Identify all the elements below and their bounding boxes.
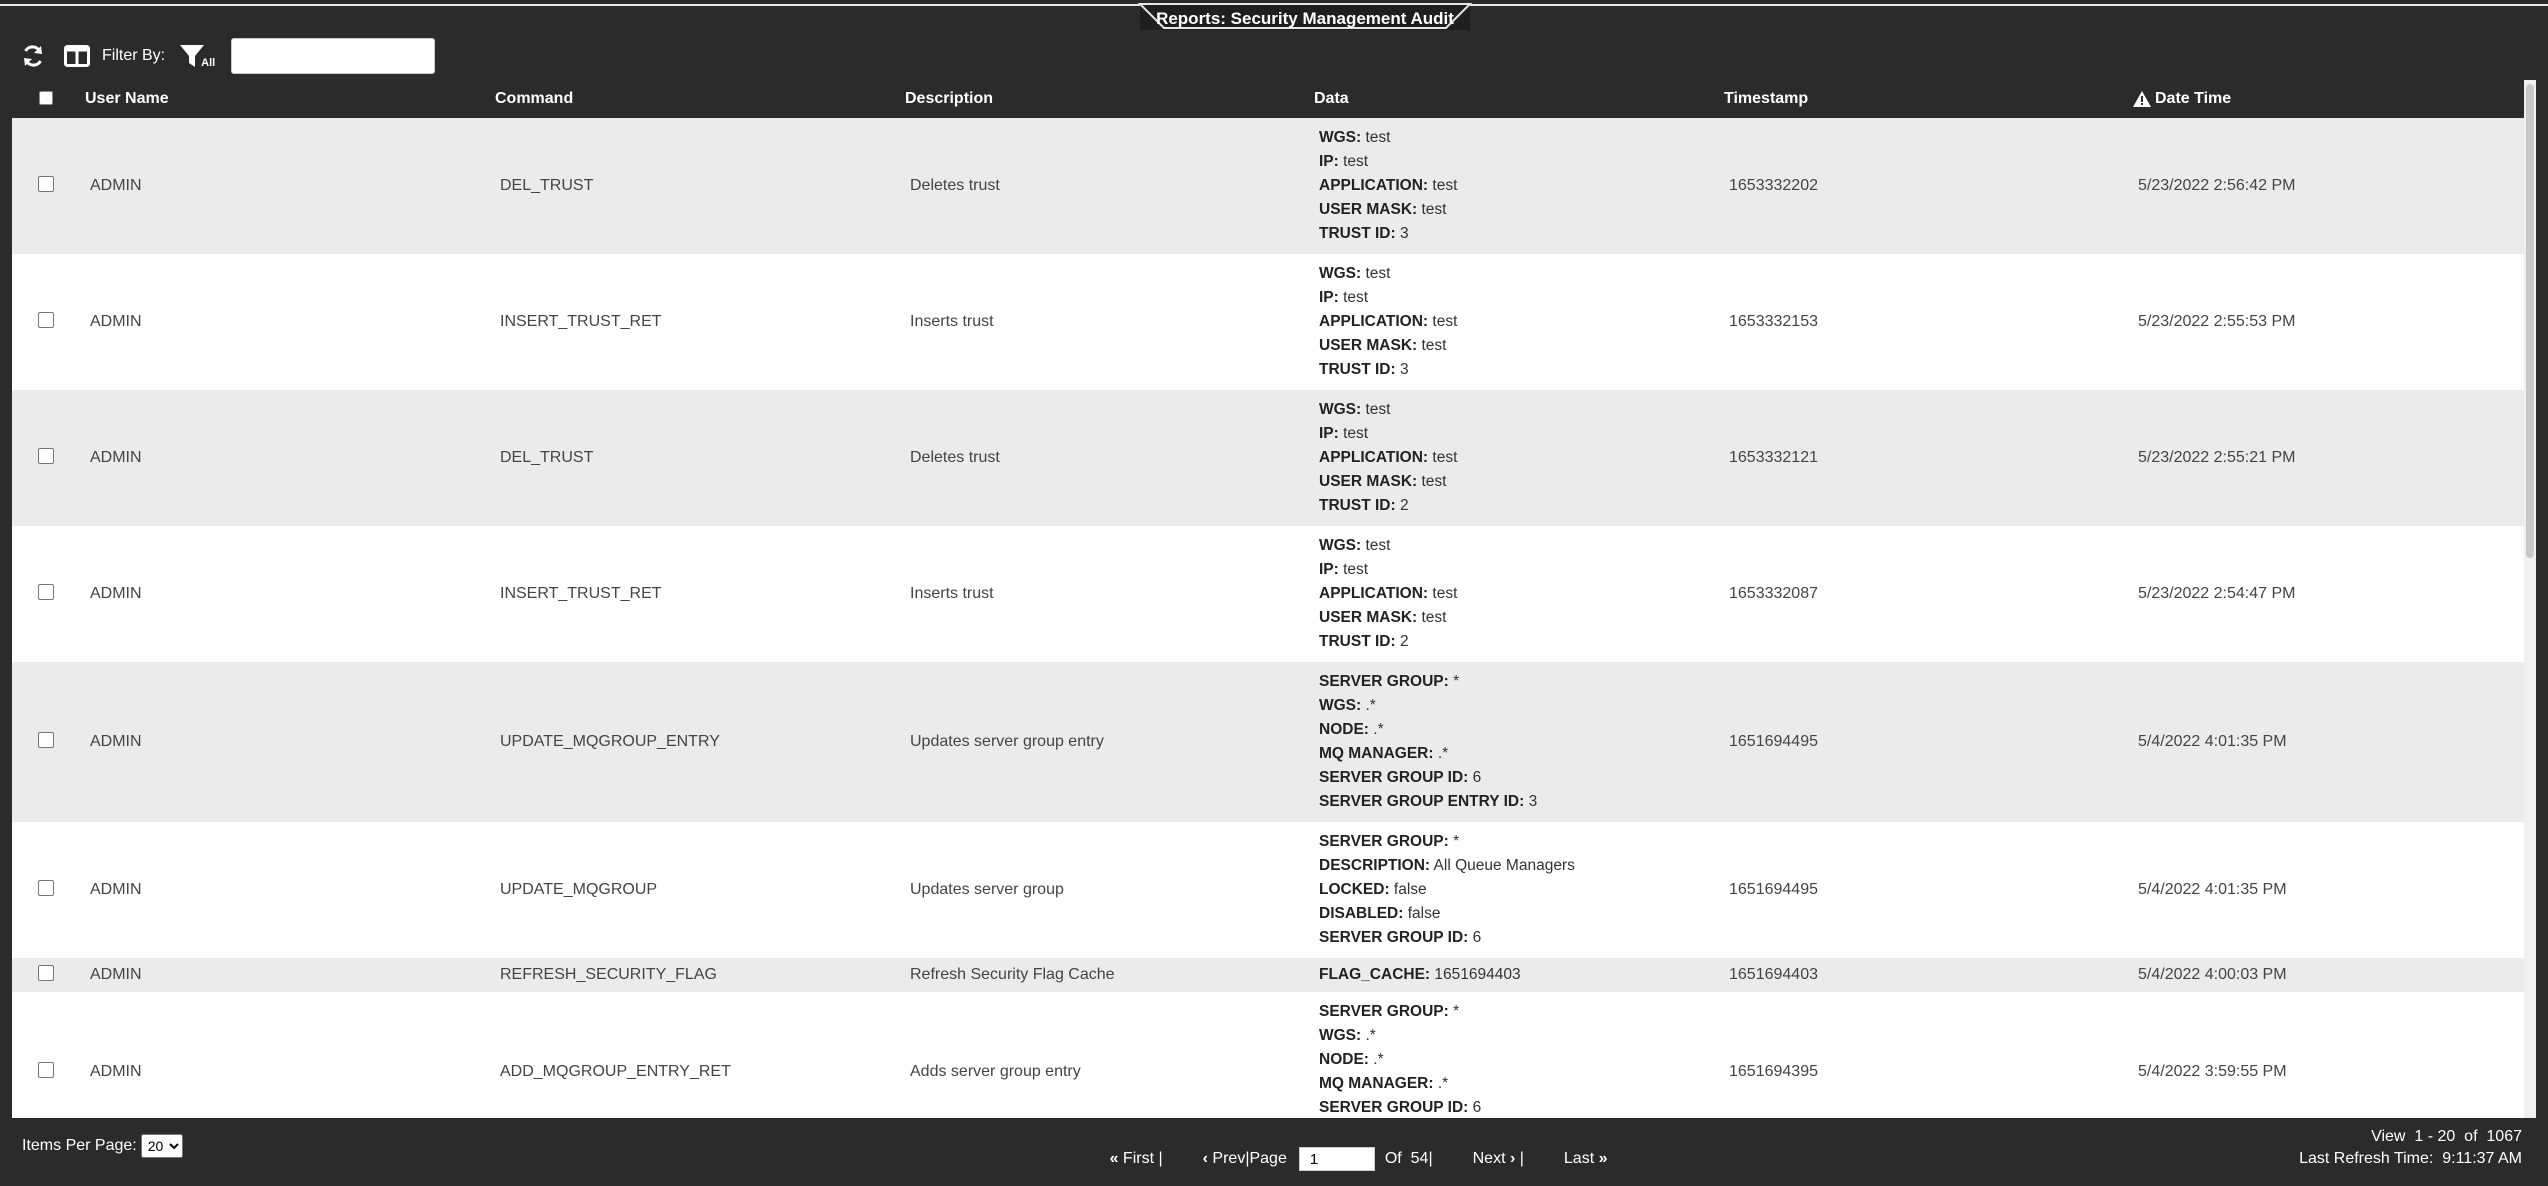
cell-user-name: ADMIN <box>90 585 142 602</box>
cell-command: INSERT_TRUST_RET <box>500 585 662 602</box>
pager <box>1074 1132 1608 1186</box>
cell-date-time: 5/23/2022 2:55:21 PM <box>2138 449 2296 466</box>
data-field <box>1319 398 1457 422</box>
data-field <box>1319 718 1537 742</box>
data-field <box>1319 963 1521 987</box>
data-field-key: USER MASK: <box>1319 473 1418 490</box>
data-field-value: false <box>1407 905 1441 922</box>
data-field <box>1319 878 1575 902</box>
table-row[interactable] <box>12 662 2536 822</box>
table-row[interactable] <box>12 254 2536 390</box>
data-field-value: 6 <box>1472 929 1482 946</box>
table-row[interactable] <box>12 958 2536 992</box>
data-field-key: SERVER GROUP ID: <box>1319 769 1469 786</box>
row-checkbox[interactable] <box>38 880 54 896</box>
data-field-key: APPLICATION: <box>1319 585 1429 602</box>
row-checkbox[interactable] <box>38 176 54 192</box>
cell-data <box>1319 126 1457 246</box>
data-field <box>1319 494 1457 518</box>
data-field-value: test <box>1343 425 1369 442</box>
of-label: Of <box>1384 1150 1402 1167</box>
row-checkbox[interactable] <box>38 1062 54 1078</box>
next-label: Next <box>1472 1150 1506 1167</box>
data-field-value: 2 <box>1399 497 1409 514</box>
data-field <box>1319 790 1537 814</box>
total-pages: 54 <box>1410 1150 1429 1167</box>
last-refresh-time: Last Refresh Time: 9:11:37 AM <box>2299 1150 2522 1167</box>
data-field <box>1319 694 1537 718</box>
data-field-value: test <box>1432 449 1458 466</box>
prev-label: Prev <box>1212 1150 1246 1167</box>
cell-date-time: 5/23/2022 2:55:53 PM <box>2138 313 2296 330</box>
title-tab <box>1140 4 1470 30</box>
data-field-key: NODE: <box>1319 1051 1369 1068</box>
data-field <box>1319 222 1457 246</box>
data-field <box>1319 534 1457 558</box>
data-field-key: APPLICATION: <box>1319 177 1429 194</box>
data-field <box>1319 582 1457 606</box>
cell-timestamp: 1653332121 <box>1729 449 1818 466</box>
cell-date-time: 5/4/2022 3:59:55 PM <box>2138 1063 2287 1080</box>
data-field <box>1319 1072 1537 1096</box>
data-field <box>1319 926 1575 950</box>
pager-separator: | <box>1428 1150 1438 1167</box>
cell-user-name: ADMIN <box>90 177 142 194</box>
data-field-key: WGS: <box>1319 697 1362 714</box>
data-field-key: SERVER GROUP ID: <box>1319 929 1469 946</box>
data-field <box>1319 358 1457 382</box>
data-field-value: 6 <box>1472 769 1482 786</box>
data-field <box>1319 606 1457 630</box>
data-field-value: .* <box>1373 1051 1384 1068</box>
data-field-value: * <box>1453 1003 1460 1020</box>
data-field-value: 3 <box>1528 793 1538 810</box>
row-checkbox[interactable] <box>38 448 54 464</box>
data-field <box>1319 630 1457 654</box>
filter-input[interactable] <box>231 38 435 74</box>
cell-command: DEL_TRUST <box>500 177 594 194</box>
data-field-key: USER MASK: <box>1319 609 1418 626</box>
cell-date-time: 5/4/2022 4:01:35 PM <box>2138 881 2287 898</box>
grid-header <box>12 80 2536 118</box>
data-field-key: FLAG_CACHE: <box>1319 966 1431 983</box>
data-field-key: TRUST ID: <box>1319 633 1396 650</box>
data-field-value: test <box>1365 129 1391 146</box>
data-field <box>1319 742 1537 766</box>
cell-command: ADD_MQGROUP_ENTRY_RET <box>500 1063 731 1080</box>
data-field-value: 2 <box>1399 633 1409 650</box>
double-chevron-left-icon: « <box>1109 1150 1119 1167</box>
pager-separator: | <box>1515 1150 1529 1167</box>
cell-description: Inserts trust <box>910 313 994 330</box>
items-per-page <box>22 1134 183 1158</box>
last-page-button[interactable] <box>1528 1132 1607 1186</box>
first-label: First <box>1122 1150 1155 1167</box>
data-field <box>1319 422 1457 446</box>
data-field-key: DESCRIPTION: <box>1319 857 1431 874</box>
vertical-scrollbar[interactable] <box>2524 80 2536 1118</box>
cell-description: Adds server group entry <box>910 1063 1081 1080</box>
data-field <box>1319 150 1457 174</box>
double-chevron-right-icon: » <box>1598 1150 1608 1167</box>
cell-description: Inserts trust <box>910 585 994 602</box>
data-field-value: test <box>1432 313 1458 330</box>
data-field <box>1319 766 1537 790</box>
columns-icon[interactable] <box>64 45 90 67</box>
items-per-page-select[interactable] <box>141 1134 183 1158</box>
data-field-key: SERVER GROUP: <box>1319 1003 1449 1020</box>
data-field <box>1319 262 1457 286</box>
cell-timestamp: 1653332153 <box>1729 313 1818 330</box>
data-field-key: TRUST ID: <box>1319 497 1396 514</box>
cell-user-name: ADMIN <box>90 733 142 750</box>
data-field <box>1319 558 1457 582</box>
data-field-value: 1651694403 <box>1434 966 1521 983</box>
data-field-value: * <box>1453 673 1460 690</box>
first-page-button[interactable] <box>1074 1132 1154 1186</box>
cell-timestamp: 1651694403 <box>1729 966 1818 983</box>
table-row[interactable] <box>12 526 2536 662</box>
next-page-button[interactable] <box>1437 1132 1515 1186</box>
data-field-key: LOCKED: <box>1319 881 1390 898</box>
data-field <box>1319 1000 1537 1024</box>
data-field-key: WGS: <box>1319 401 1362 418</box>
data-field-value: .* <box>1365 1027 1376 1044</box>
column-header-timestamp[interactable]: Timestamp <box>1724 90 1809 107</box>
data-field-value: test <box>1432 177 1458 194</box>
cell-user-name: ADMIN <box>90 313 142 330</box>
grid-body <box>12 118 2536 1118</box>
cell-command: DEL_TRUST <box>500 449 594 466</box>
data-field-value: test <box>1343 153 1369 170</box>
data-field-value: test <box>1421 609 1447 626</box>
data-field <box>1319 470 1457 494</box>
data-field-value: test <box>1365 537 1391 554</box>
data-field-key: WGS: <box>1319 537 1362 554</box>
last-label: Last <box>1563 1150 1595 1167</box>
table-row[interactable] <box>12 390 2536 526</box>
row-checkbox[interactable] <box>38 584 54 600</box>
cell-description: Updates server group entry <box>910 733 1104 750</box>
cell-command: UPDATE_MQGROUP <box>500 881 658 898</box>
chevron-right-icon: › <box>1509 1150 1516 1167</box>
data-field-value: false <box>1393 881 1427 898</box>
data-field-key: SERVER GROUP ID: <box>1319 1099 1469 1116</box>
data-field-key: IP: <box>1319 561 1339 578</box>
scrollbar-thumb[interactable] <box>2526 84 2534 558</box>
row-checkbox[interactable] <box>38 312 54 328</box>
data-field-value: 3 <box>1399 361 1409 378</box>
row-checkbox[interactable] <box>38 965 54 981</box>
cell-data <box>1319 670 1537 814</box>
cell-date-time: 5/23/2022 2:54:47 PM <box>2138 585 2296 602</box>
data-field-key: IP: <box>1319 289 1339 306</box>
cell-description: Updates server group <box>910 881 1064 898</box>
data-field-key: NODE: <box>1319 721 1369 738</box>
toolbar <box>20 36 435 76</box>
cell-timestamp: 1651694395 <box>1729 1063 1818 1080</box>
data-field <box>1319 174 1457 198</box>
data-field-key: IP: <box>1319 425 1339 442</box>
data-field-value: test <box>1365 265 1391 282</box>
data-field <box>1319 310 1457 334</box>
data-field-key: USER MASK: <box>1319 337 1418 354</box>
data-field <box>1319 334 1457 358</box>
cell-timestamp: 1651694495 <box>1729 733 1818 750</box>
data-field-value: test <box>1343 289 1369 306</box>
cell-timestamp: 1653332087 <box>1729 585 1818 602</box>
cell-description: Refresh Security Flag Cache <box>910 966 1115 983</box>
data-field-key: TRUST ID: <box>1319 225 1396 242</box>
cell-user-name: ADMIN <box>90 1063 142 1080</box>
cell-data <box>1319 398 1457 518</box>
view-info <box>2299 1126 2522 1170</box>
data-field-key: APPLICATION: <box>1319 313 1429 330</box>
cell-date-time: 5/4/2022 4:00:03 PM <box>2138 966 2287 983</box>
cell-timestamp: 1651694495 <box>1729 881 1818 898</box>
data-field-key: SERVER GROUP ENTRY ID: <box>1319 793 1525 810</box>
data-field <box>1319 1024 1537 1048</box>
data-field-key: DISABLED: <box>1319 905 1404 922</box>
data-field-key: WGS: <box>1319 129 1362 146</box>
filter-all-label: All <box>201 57 216 69</box>
data-field-value: test <box>1421 201 1447 218</box>
table-row[interactable] <box>12 822 2536 958</box>
warning-icon <box>2133 91 2151 107</box>
data-field <box>1319 830 1575 854</box>
data-field <box>1319 198 1457 222</box>
data-field-key: USER MASK: <box>1319 201 1418 218</box>
grid-footer <box>12 1118 2536 1168</box>
table-row[interactable] <box>12 118 2536 254</box>
page-title: Reports: Security Management Audit <box>1156 9 1454 28</box>
data-field-key: WGS: <box>1319 265 1362 282</box>
data-field-value: .* <box>1437 1075 1449 1092</box>
cell-description: Deletes trust <box>910 177 1000 194</box>
filter-by-label: Filter By: <box>102 47 166 64</box>
cell-description: Deletes trust <box>910 449 1000 466</box>
prev-page-button[interactable] <box>1167 1132 1245 1186</box>
cell-user-name: ADMIN <box>90 881 142 898</box>
pager-separator: | <box>1154 1150 1168 1167</box>
data-field-value: test <box>1421 337 1447 354</box>
data-field-key: APPLICATION: <box>1319 449 1429 466</box>
data-field-key: IP: <box>1319 153 1339 170</box>
cell-data <box>1319 534 1457 654</box>
data-field-key: MQ MANAGER: <box>1319 1075 1434 1092</box>
date-time-label: Date Time <box>2155 90 2232 107</box>
data-field-key: SERVER GROUP: <box>1319 833 1449 850</box>
cell-command: UPDATE_MQGROUP_ENTRY <box>500 733 720 750</box>
data-field-key: SERVER GROUP: <box>1319 673 1449 690</box>
cell-user-name: ADMIN <box>90 966 142 983</box>
column-header-user-name[interactable]: User Name <box>85 90 169 107</box>
data-field-value: test <box>1343 561 1369 578</box>
data-field-value: * <box>1453 833 1460 850</box>
cell-date-time: 5/23/2022 2:56:42 PM <box>2138 177 2296 194</box>
data-field-value: .* <box>1437 745 1449 762</box>
column-header-date-time[interactable] <box>2133 90 2231 108</box>
cell-data <box>1319 830 1575 950</box>
data-field <box>1319 670 1537 694</box>
data-field-value: 6 <box>1472 1099 1482 1116</box>
cell-data <box>1319 262 1457 382</box>
data-field <box>1319 1096 1537 1120</box>
row-checkbox[interactable] <box>38 732 54 748</box>
audit-grid <box>12 80 2536 1168</box>
cell-command: INSERT_TRUST_RET <box>500 313 662 330</box>
cell-command: REFRESH_SECURITY_FLAG <box>500 966 717 983</box>
column-header-data[interactable]: Data <box>1314 90 1349 107</box>
items-per-page-label: Items Per Page: <box>22 1137 137 1154</box>
cell-date-time: 5/4/2022 4:01:35 PM <box>2138 733 2287 750</box>
data-field-value: test <box>1432 585 1458 602</box>
data-field <box>1319 286 1457 310</box>
data-field <box>1319 902 1575 926</box>
cell-data <box>1319 963 1521 987</box>
data-field-value: .* <box>1373 721 1384 738</box>
data-field-value: test <box>1421 473 1447 490</box>
column-header-command[interactable]: Command <box>495 90 574 107</box>
data-field-value: 3 <box>1399 225 1409 242</box>
data-field-value: .* <box>1365 697 1376 714</box>
cell-timestamp: 1653332202 <box>1729 177 1818 194</box>
chevron-left-icon: ‹ <box>1202 1150 1208 1167</box>
data-field-key: MQ MANAGER: <box>1319 745 1434 762</box>
refresh-icon[interactable] <box>20 43 46 69</box>
data-field <box>1319 1048 1537 1072</box>
data-field <box>1319 126 1457 150</box>
data-field-value: All Queue Managers <box>1433 857 1575 874</box>
data-field-value: test <box>1365 401 1391 418</box>
data-field <box>1319 854 1575 878</box>
select-all-checkbox[interactable] <box>39 91 53 105</box>
record-range: View 1 - 20 of 1067 <box>2371 1128 2522 1145</box>
page-label: |Page <box>1245 1150 1287 1167</box>
data-field-key: WGS: <box>1319 1027 1362 1044</box>
data-field <box>1319 446 1457 470</box>
data-field-key: TRUST ID: <box>1319 361 1396 378</box>
page-number-input[interactable] <box>1299 1147 1375 1171</box>
cell-user-name: ADMIN <box>90 449 142 466</box>
column-header-description[interactable]: Description <box>905 90 994 107</box>
